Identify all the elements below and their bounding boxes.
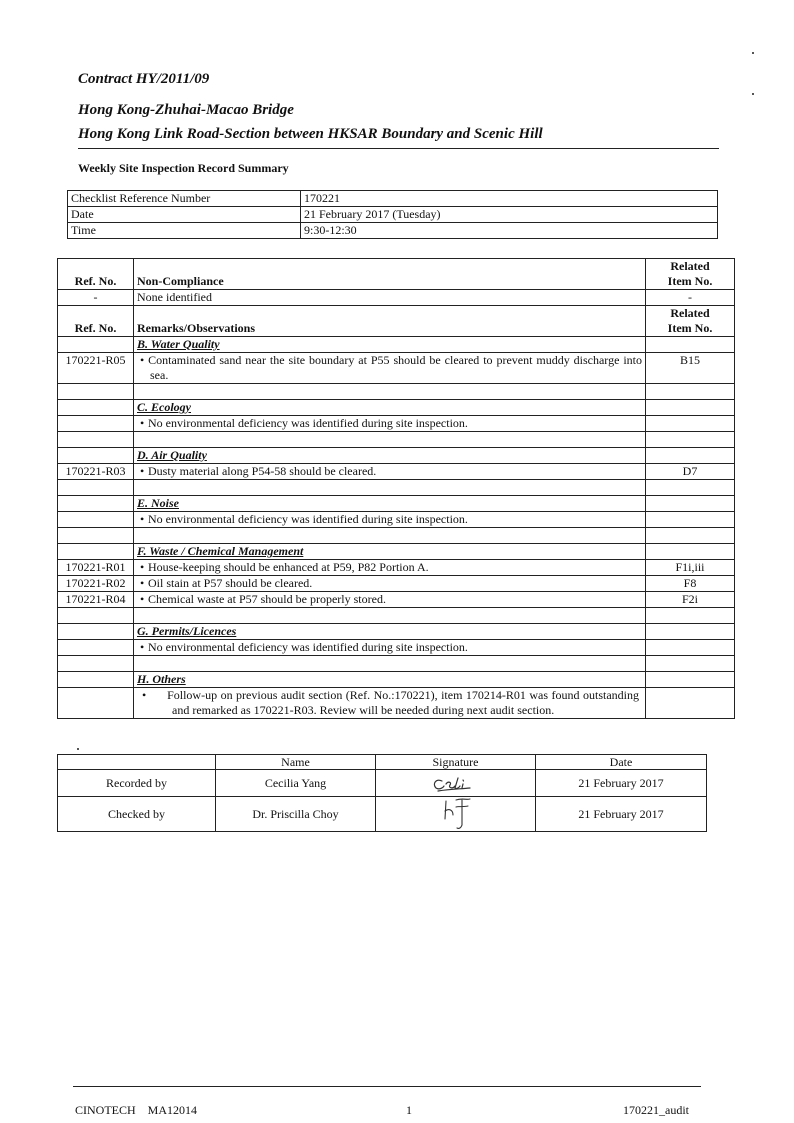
table-row [58,592,735,608]
handwritten-signature [426,795,486,831]
text-cell: • Chemical waste at P57 should be properly stored. [134,592,646,608]
col-header-noncompliance: Non-Compliance [134,259,646,290]
table-row [58,290,735,306]
table-row [58,770,707,797]
date-cell: 21 February 2017 [536,770,707,797]
section-title: H. Others [134,672,646,688]
project-title: Hong Kong-Zhuhai-Macao Bridge [78,102,294,118]
text-cell: • Oil stain at P57 should be cleared. [134,576,646,592]
info-value: 170221 [301,191,718,207]
text-cell: • No environmental deficiency was identified during site inspection. [134,512,646,528]
text-cell: • No environmental deficiency was identified during site inspection. [134,640,646,656]
col-header-name: Name [216,755,376,770]
table-row [58,797,707,832]
info-label: Time [68,223,301,239]
name-cell: Cecilia Yang [216,770,376,797]
table-row [68,191,718,207]
table-row [58,576,735,592]
role-cell: Checked by [58,797,216,832]
name-cell: Dr. Priscilla Choy [216,797,376,832]
table-row [58,640,735,656]
empty-row [58,656,735,672]
handwritten-signature [426,772,486,794]
section-row [58,496,735,512]
checklist-info-table [67,190,718,239]
section-row [58,624,735,640]
col-header-signature: Signature [376,755,536,770]
ref-cell: 170221-R04 [58,592,134,608]
related-cell: D7 [646,464,735,480]
section-row [58,400,735,416]
signature-cell [376,770,536,797]
scan-speck [77,748,79,750]
scan-speck [752,93,754,95]
section-title: B. Water Quality [134,337,646,353]
table-row [68,207,718,223]
footer-company: CINOTECH MA12014 [75,1103,197,1117]
table-row [58,688,735,719]
empty-row [58,608,735,624]
footer-file-ref: 170221_audit [623,1103,689,1117]
date-cell: 21 February 2017 [536,797,707,832]
table-row [68,223,718,239]
section-title: E. Noise [134,496,646,512]
text-cell: • Follow-up on previous audit section (Ref. No.:170221), item 170214-R01 was found outstanding and remarked as 170221-R03. Review will be needed during next audit section. [134,688,646,719]
col-header-remarks: Remarks/Observations [134,306,646,337]
text-cell: None identified [134,290,646,306]
section-title: C. Ecology [134,400,646,416]
section-row [58,337,735,353]
related-cell: F1i,iii [646,560,735,576]
related-cell: F2i [646,592,735,608]
col-header-ref: Ref. No. [58,306,134,337]
info-label: Date [68,207,301,223]
section-row [58,544,735,560]
col-header-related: Related Item No. [646,259,735,290]
empty-row [58,384,735,400]
footer-divider [73,1086,701,1087]
related-cell: B15 [646,353,735,384]
table-row [58,353,735,384]
project-subtitle: Hong Kong Link Road-Section between HKSAR Boundary and Scenic Hill [78,126,543,142]
table-row [58,416,735,432]
contract-number: Contract HY/2011/09 [78,71,210,87]
info-label: Checklist Reference Number [68,191,301,207]
ref-cell: 170221-R03 [58,464,134,480]
signature-table [57,754,707,832]
role-cell: Recorded by [58,770,216,797]
ref-cell: 170221-R02 [58,576,134,592]
info-value: 21 February 2017 (Tuesday) [301,207,718,223]
table-row [58,560,735,576]
inspection-table [57,258,735,719]
text-cell: • Dusty material along P54-58 should be cleared. [134,464,646,480]
text-cell: • Contaminated sand near the site boundary at P55 should be cleared to prevent muddy discharge into sea. [134,353,646,384]
info-value: 9:30-12:30 [301,223,718,239]
ref-cell: - [58,290,134,306]
ref-cell: 170221-R01 [58,560,134,576]
table-header-row [58,259,735,290]
table-row [58,464,735,480]
table-row [58,512,735,528]
section-title: D. Air Quality [134,448,646,464]
ref-cell: 170221-R05 [58,353,134,384]
scan-speck [752,52,754,54]
col-header-date: Date [536,755,707,770]
col-header-ref: Ref. No. [58,259,134,290]
text-cell: • No environmental deficiency was identified during site inspection. [134,416,646,432]
section-row [58,672,735,688]
col-header-related: Related Item No. [646,306,735,337]
empty-row [58,480,735,496]
empty-row [58,528,735,544]
empty-row [58,432,735,448]
page-number: 1 [406,1103,412,1117]
section-title: F. Waste / Chemical Management [134,544,646,560]
table-header-row [58,306,735,337]
related-cell: - [646,290,735,306]
related-cell: F8 [646,576,735,592]
table-header-row [58,755,707,770]
text-cell: • House-keeping should be enhanced at P59, P82 Portion A. [134,560,646,576]
section-title: G. Permits/Licences [134,624,646,640]
signature-cell [376,797,536,832]
header-divider [78,148,719,149]
document-title: Weekly Site Inspection Record Summary [78,161,289,175]
section-row [58,448,735,464]
